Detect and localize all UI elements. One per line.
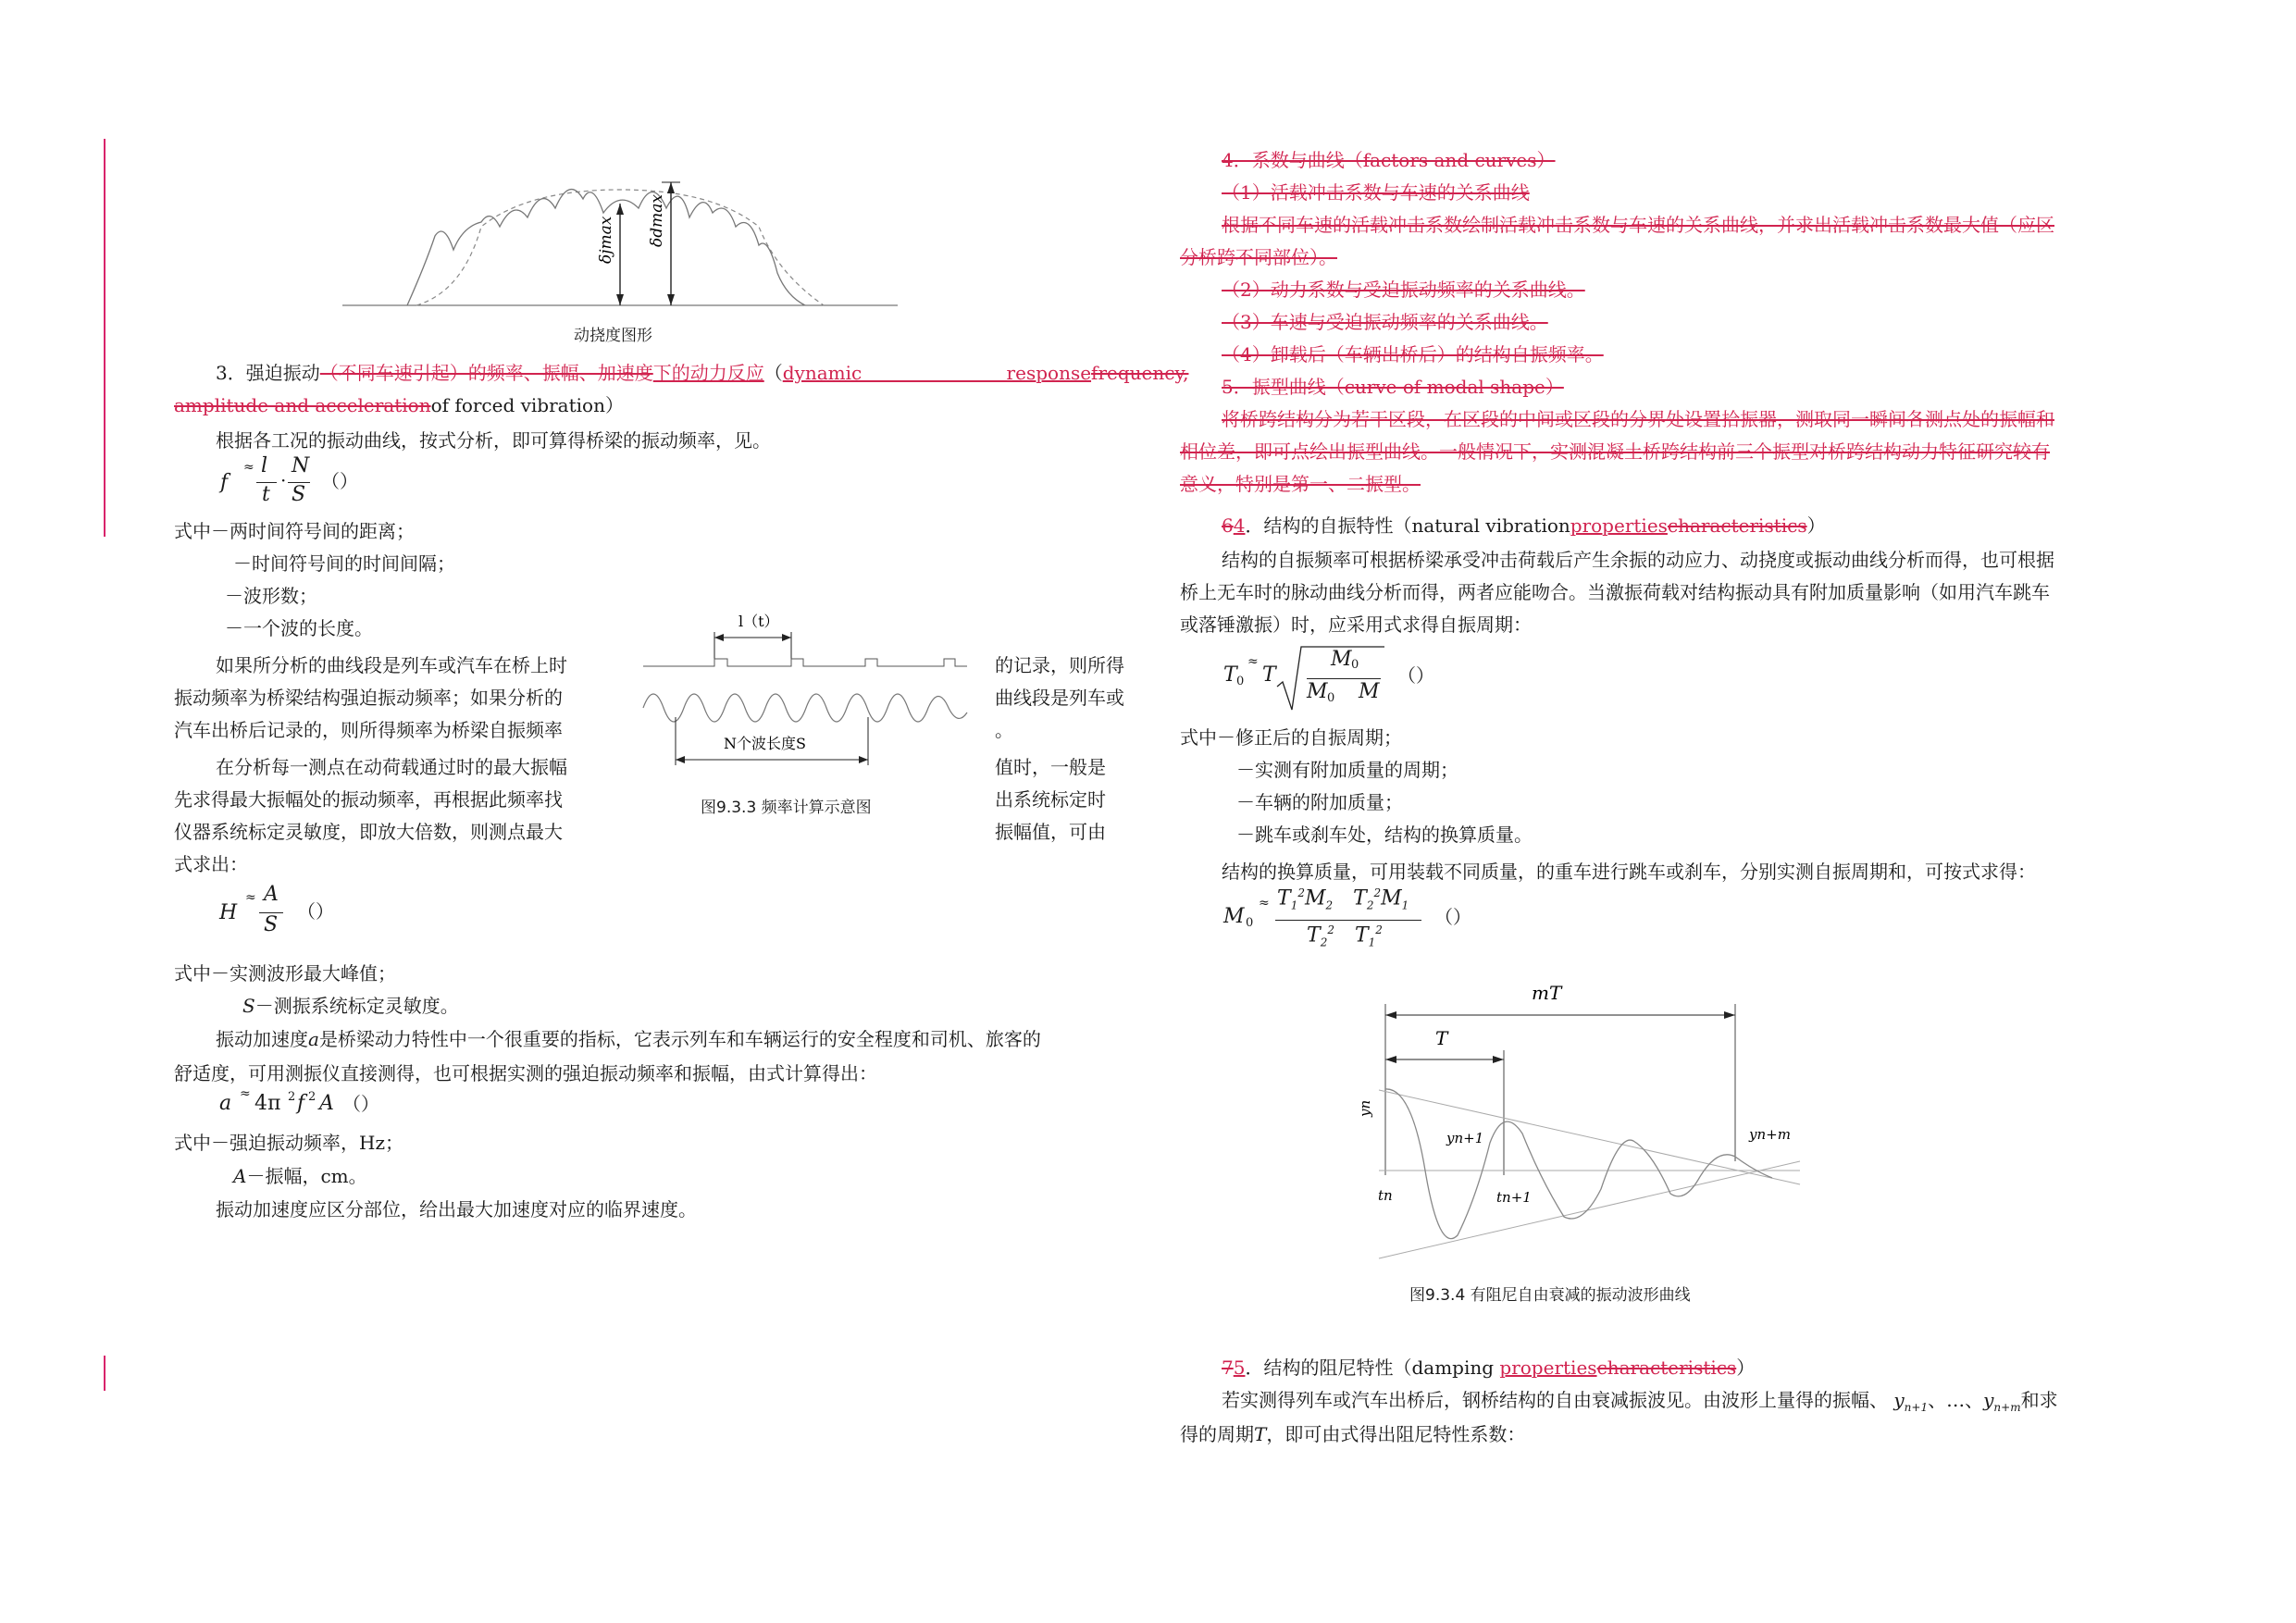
fig3-mT-label: mT: [1532, 982, 1562, 1004]
eq-symbol: M: [1359, 680, 1380, 703]
paragraph: [1180, 1420, 1525, 1448]
text: 、…、: [1928, 1389, 1984, 1411]
text: 振动加速度: [216, 1028, 308, 1050]
deleted-text: （不同车速引起）的频率、振幅、加速度: [319, 362, 653, 384]
section-heading-5: [1222, 1354, 1755, 1381]
equation-max-amplitude: H ≈ A S （）: [219, 883, 334, 936]
eq-symbol: t: [262, 483, 270, 506]
deleted-line: 相位差，即可点绘出振型曲线。一般情况下，实测混凝土桥跨结构前三个振型对桥跨结构动力特征研究较有: [1180, 440, 2050, 463]
paragraph-wrap-right: 振幅值，可由: [995, 821, 1106, 843]
frequency-calculation-figure: [639, 606, 972, 782]
section-heading-4: [1222, 512, 1826, 539]
where-line: －时间符号间的时间间隔；: [233, 552, 455, 575]
eq-symbol: T: [1262, 663, 1276, 687]
figure-caption: 动挠度图形: [574, 327, 652, 345]
damped-vibration-figure: [1356, 976, 1837, 1272]
symbol: y: [1983, 1389, 1994, 1411]
paragraph: [216, 1025, 1041, 1053]
paragraph: 桥上无车时的脉动曲线分析而得，两者应能吻合。当激振荷载对结构振动具有附加质量影响（如用汽车跳车: [1180, 581, 2050, 603]
where-line: 式中－实测波形最大峰值；: [174, 962, 396, 985]
inserted-text: properties: [1570, 514, 1668, 537]
deleted-text: 7: [1222, 1357, 1234, 1379]
fig3-ynm-label: yn+m: [1749, 1126, 1791, 1143]
inserted-text: 5: [1233, 1357, 1246, 1379]
where-line: －实测有附加质量的周期；: [1236, 759, 1458, 781]
paren: （: [763, 362, 783, 384]
deleted-text: characteristics: [1596, 1357, 1737, 1379]
paragraph-wrap-left: 如果所分析的曲线段是列车或汽车在桥上时: [216, 654, 567, 676]
paragraph: 根据各工况的振动曲线，按式分析，即可算得桥梁的振动频率，见。: [216, 429, 771, 452]
deleted-line: （4）卸载后（车辆出桥后）的结构自振频率。: [1222, 343, 1604, 365]
paragraph-wrap-right: 。: [995, 719, 1013, 741]
delta-jmax-label: δjmax: [597, 216, 615, 264]
where-line: －车辆的附加质量；: [1236, 791, 1403, 813]
inserted-text: dynamic response: [782, 362, 1092, 384]
paragraph: 若实测得列车或汽车出桥后，钢桥结构的自由衰减振波见。由波形上量得的振幅、 $y_{n+1}$、…、$y_{n+m}$和求: [1222, 1389, 2058, 1414]
fig3-yn-label: yn: [1357, 1099, 1373, 1117]
fig3-T-label: T: [1435, 1027, 1448, 1049]
text: 是桥梁动力特性中一个很重要的指标，它表示列车和车辆运行的安全程度和司机、旅客的: [318, 1028, 1041, 1050]
symbol: A: [233, 1165, 247, 1187]
eq-symbol: a: [219, 1092, 232, 1115]
equation-acceleration: a ≈ 4π 2 f 2 A （）: [217, 1090, 421, 1127]
symbol: y: [1893, 1389, 1905, 1411]
where-line: 式中－强迫振动频率，Hz；: [174, 1132, 403, 1154]
paragraph-wrap-left: 汽车出桥后记录的，则所得频率为桥梁自振频率: [174, 719, 563, 741]
figure-caption: 图9.3.4 有阻尼自由衰减的振动波形曲线: [1409, 1286, 1691, 1305]
paragraph-wrap-right: 的记录，则所得: [995, 654, 1124, 676]
equation-frequency: f ≈ l t · N S （）: [220, 454, 358, 506]
dynamic-deflection-figure: [342, 171, 898, 319]
eq-symbol: N: [292, 454, 310, 477]
deleted-line: 根据不同车速的活载冲击系数绘制活载冲击系数与车速的关系曲线，并求出活载冲击系数最大值（应区: [1222, 214, 2054, 236]
eq-symbol: l: [261, 454, 268, 477]
paragraph-wrap-left: 仪器系统标定灵敏度，即放大倍数，则测点最大: [174, 821, 563, 843]
paragraph-wrap-right: 曲线段是列车或: [995, 687, 1124, 709]
deleted-line: （3）车速与受迫振动频率的关系曲线。: [1222, 311, 1548, 333]
where-line: 式中－两时间符号间的距离；: [174, 520, 415, 542]
where-line: －跳车或刹车处，结构的换算质量。: [1236, 824, 1533, 846]
equation-number: （）: [1397, 664, 1434, 687]
section-heading-3: [216, 359, 1188, 387]
paragraph-wrap-left: 先求得最大振幅处的振动频率，再根据此频率找: [174, 788, 563, 811]
equation-number: （）: [321, 470, 358, 492]
eq-symbol: 4π: [254, 1092, 281, 1115]
deleted-text: characteristics: [1667, 514, 1807, 537]
equation-natural-period: T 0 ≈ T M 0 M 0 M （）: [1222, 643, 1444, 717]
equation-number: （）: [297, 900, 334, 923]
paragraph: 振动加速度应区分部位，给出最大加速度对应的临界速度。: [216, 1198, 697, 1220]
eq-symbol: A: [264, 883, 279, 906]
deleted-line: 意义，特别是第一、二振型。: [1180, 473, 1421, 495]
symbol: T: [1254, 1423, 1267, 1445]
heading-tail: of forced vibration）: [430, 394, 624, 416]
paragraph: 结构的换算质量，可用装载不同质量，的重车进行跳车或刹车，分别实测自振周期和，可按式求得：: [1222, 861, 2036, 883]
where-text: －测振系统标定灵敏度。: [254, 995, 459, 1017]
eq-symbol: T: [1223, 663, 1237, 687]
deleted-line: 将桥跨结构分为若干区段，在区段的中间或区段的分界处设置拾振器，测取同一瞬间各测点处的振幅和: [1222, 408, 2054, 430]
heading-text: ）: [1806, 514, 1826, 537]
where-line: [242, 992, 459, 1020]
text: 和求: [2020, 1389, 2058, 1411]
deleted-heading: 4．系数与曲线（factors and curves）: [1222, 149, 1556, 171]
equation-number: （）: [342, 1093, 379, 1115]
figure-caption: 图9.3.3 频率计算示意图: [701, 799, 872, 817]
symbol: a: [308, 1028, 319, 1050]
inserted-text: properties: [1499, 1357, 1597, 1379]
heading-text: ．结构的自振特性（natural vibration: [1245, 514, 1570, 537]
heading-number: 3．强迫振动: [216, 362, 320, 384]
paragraph-wrap-left: 式求出：: [174, 853, 248, 875]
where-line: [233, 1162, 367, 1190]
equation-converted-mass: M 0 ≈ $T_1^2M_2$ $T_2^2M_1$ $T_2^2$ $T_1^2$ （）: [1223, 886, 1471, 949]
deleted-line: （2）动力系数与受迫振动频率的关系曲线。: [1222, 279, 1585, 301]
text: 得的周期: [1180, 1423, 1254, 1445]
fig2-bottom-label: N个波长度S: [724, 735, 806, 752]
deleted-text: frequency,: [1091, 362, 1189, 384]
equation-number: （）: [1434, 906, 1471, 928]
heading-text: ）: [1736, 1357, 1756, 1379]
paragraph-wrap-left: 振动频率为桥梁结构强迫振动频率；如果分析的: [174, 687, 563, 709]
deleted-text: amplitude and acceleration: [174, 394, 431, 416]
paragraph: 舒适度，可用测振仪直接测得，也可根据实测的强迫振动频率和振幅，由式计算得出：: [174, 1062, 877, 1084]
deleted-heading: 5．振型曲线（curve of modal shape）: [1222, 376, 1564, 398]
eq-symbol: A: [319, 1092, 334, 1115]
where-line: －波形数；: [225, 585, 317, 607]
eq-symbol: H: [219, 901, 238, 924]
where-line: －一个波的长度。: [225, 617, 373, 639]
paragraph-wrap-left: 在分析每一测点在动荷载通过时的最大振幅: [216, 756, 567, 778]
fig3-tn-label: tn: [1378, 1187, 1393, 1204]
revision-margin-bar: [104, 1356, 105, 1391]
inserted-text: 4: [1233, 514, 1246, 537]
text: ，即可由式得出阻尼特性系数：: [1266, 1423, 1526, 1445]
heading-text: ．结构的阻尼特性（damping: [1245, 1357, 1500, 1379]
eq-symbol: M: [1307, 680, 1328, 703]
text: 若实测得列车或汽车出桥后，钢桥结构的自由衰减振波见。由波形上量得的振幅、: [1222, 1389, 1888, 1411]
eq-symbol: M: [1331, 648, 1352, 671]
section-heading-3-line2: [174, 391, 624, 419]
paragraph: 或落锤激振）时，应采用式求得自振周期：: [1180, 613, 1532, 636]
deleted-line: 分桥跨不同部位）。: [1180, 246, 1337, 268]
deleted-line: （1）活载冲击系数与车速的关系曲线: [1222, 181, 1530, 204]
eq-symbol: M: [1223, 905, 1245, 928]
fig3-yn1-label: yn+1: [1446, 1130, 1484, 1146]
where-text: －振幅，cm。: [246, 1165, 367, 1187]
paragraph-wrap-right: 值时，一般是: [995, 756, 1106, 778]
eq-symbol: S: [292, 483, 306, 506]
eq-symbol: f: [297, 1092, 305, 1115]
eq-symbol: f: [220, 471, 229, 494]
revision-margin-bar: [104, 139, 105, 537]
symbol: S: [242, 995, 255, 1017]
inserted-text: 下的动力反应: [652, 362, 764, 384]
fig2-top-label: l（t）: [738, 613, 779, 630]
deleted-text: 6: [1222, 514, 1234, 537]
delta-dmax-label: δdmax: [648, 194, 666, 247]
fig3-tn1-label: tn+1: [1496, 1189, 1532, 1206]
paragraph-wrap-right: 出系统标定时: [995, 788, 1106, 811]
where-line: 式中－修正后的自振周期；: [1180, 726, 1402, 749]
paragraph: 结构的自振频率可根据桥梁承受冲击荷载后产生余振的动应力、动挠度或振动曲线分析而得，也可根据: [1222, 549, 2054, 571]
eq-symbol: S: [264, 913, 279, 936]
